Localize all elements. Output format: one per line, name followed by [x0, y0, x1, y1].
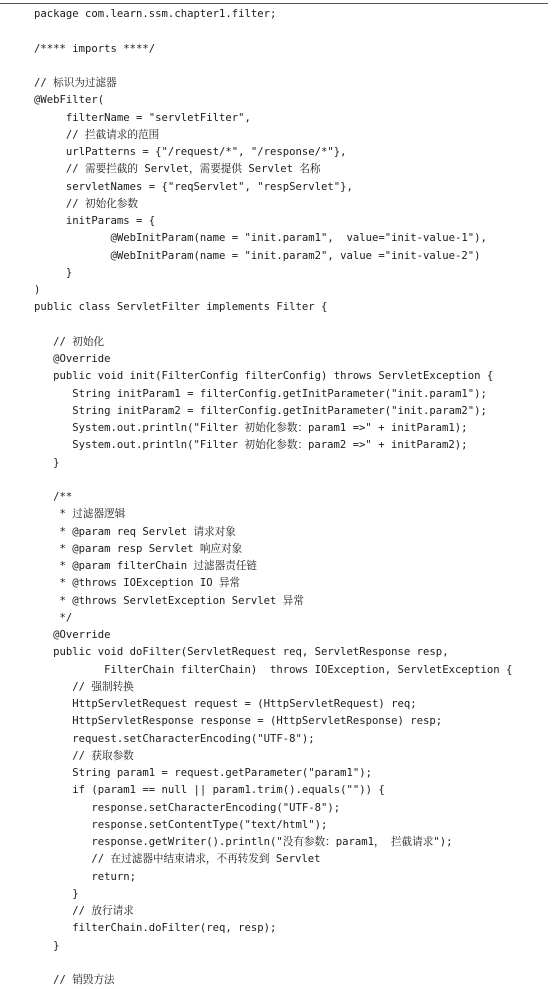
code-line: @Override [34, 629, 111, 641]
code-line: String param1 = request.getParameter("param1"); [34, 767, 373, 779]
code-line: @WebInitParam(name = "init.param2", value ="init-value-2") [34, 249, 481, 262]
code-line: } [34, 939, 60, 952]
code-line: urlPatterns = {"/request/*", "/response/*"}, [34, 146, 347, 158]
code-line: @Override [34, 353, 111, 365]
code-line: * @throws ServletException Servlet 异常 [34, 594, 304, 607]
code-line: // 获取参数 [34, 749, 134, 762]
code-line [34, 317, 512, 334]
code-line: String initParam1 = filterConfig.getInitParameter("init.param1"); [34, 387, 487, 400]
code-line: /** [34, 491, 73, 503]
code-line: /**** imports ****/ [34, 42, 156, 55]
code-line: * @param req Servlet 请求对象 [34, 525, 236, 538]
code-line: * @param filterChain 过滤器责任链 [34, 560, 258, 572]
code-listing [34, 6, 512, 989]
code-line: public class ServletFilter implements Filter { [34, 301, 328, 314]
code-line [34, 58, 512, 75]
code-line: // 强制转换 [34, 680, 134, 693]
code-line: ) [34, 284, 41, 296]
code-line: filterChain.doFilter(req, resp); [34, 922, 277, 935]
code-line: @WebFilter( [34, 94, 105, 107]
code-line: } [34, 887, 79, 900]
code-line: // 初始化 [34, 335, 105, 348]
code-line [34, 955, 512, 972]
code-line: initParams = { [34, 215, 156, 227]
code-line: * @throws IOException IO 异常 [34, 577, 241, 590]
code-line: filterName = "servletFilter", [34, 111, 251, 124]
code-line [34, 23, 512, 40]
code-line: HttpServletResponse response = (HttpServletResponse) resp; [34, 715, 443, 728]
code-line: if (param1 == null || param1.trim().equals("")) { [34, 784, 385, 797]
code-line: response.setCharacterEncoding("UTF-8"); [34, 801, 341, 814]
code-line: // 销毁方法 [34, 974, 115, 986]
code-line: HttpServletRequest request = (HttpServletRequest) req; [34, 698, 417, 710]
code-line: // 放行请求 [34, 905, 134, 917]
code-line: public void doFilter(ServletRequest req, ServletResponse resp, [34, 646, 449, 659]
top-divider [0, 3, 548, 4]
code-line: * 过滤器逻辑 [34, 508, 126, 521]
code-line: } [34, 456, 60, 469]
code-line: // 标识为过滤器 [34, 77, 117, 89]
code-line: } [34, 266, 73, 279]
code-line: @WebInitParam(name = "init.param1", value="init-value-1"), [34, 232, 487, 245]
code-line: System.out.println("Filter 初始化参数：param1 =>" + initParam1); [34, 422, 468, 434]
code-line: // 在过滤器中结束请求，不再转发到 Servlet [34, 853, 321, 866]
code-line: String initParam2 = filterConfig.getInitParameter("init.param2"); [34, 404, 487, 417]
code-line: public void init(FilterConfig filterConfig) throws ServletException { [34, 370, 494, 383]
code-line: request.setCharacterEncoding("UTF-8"); [34, 732, 315, 745]
code-line [34, 472, 512, 489]
code-line: response.getWriter().println("没有参数：param1， 拦截请求"); [34, 836, 453, 848]
code-line: * @param resp Servlet 响应对象 [34, 542, 243, 555]
code-line: return; [34, 870, 137, 883]
code-line: // 初始化参数 [34, 197, 138, 210]
code-line: System.out.println("Filter 初始化参数：param2 =>" + initParam2); [34, 439, 468, 452]
code-line: servletNames = {"reqServlet", "respServlet"}, [34, 180, 353, 193]
code-line: package com.learn.ssm.chapter1.filter; [34, 8, 277, 20]
code-line: response.setContentType("text/html"); [34, 818, 328, 831]
code-line: // 拦截请求的范围 [34, 128, 160, 141]
code-line: FilterChain filterChain) throws IOException, ServletException { [34, 663, 513, 676]
code-line: // 需要拦截的 Servlet，需要提供 Servlet 名称 [34, 163, 321, 176]
code-line: */ [34, 611, 73, 624]
